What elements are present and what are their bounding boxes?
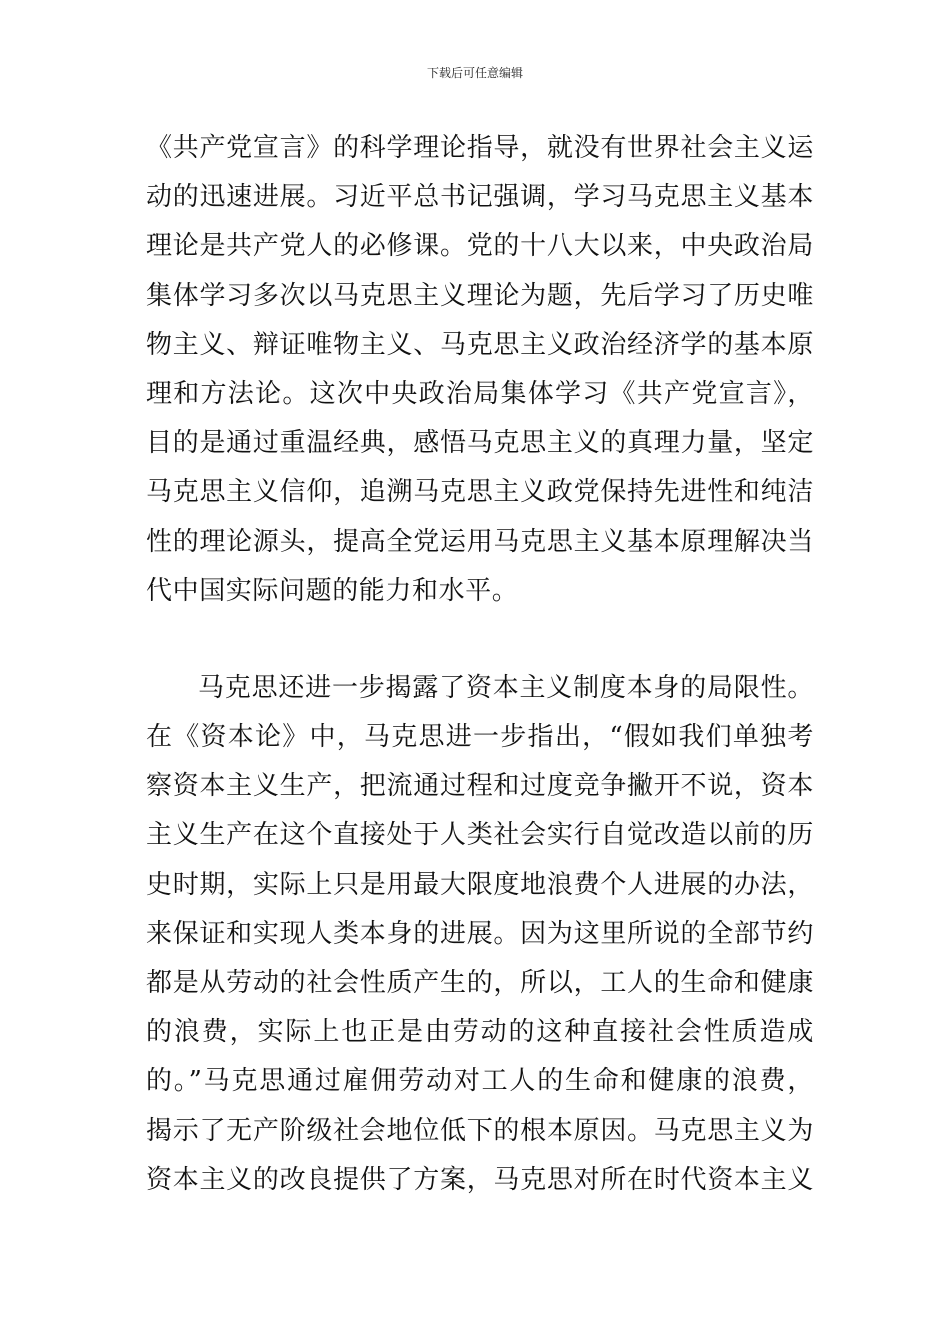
text-line: 理和方法论。这次中央政治局集体学习《共产党宣言》，	[146, 378, 814, 409]
text-line: 动的迅速进展。习近平总书记强调，学习马克思主义基本	[146, 182, 814, 213]
text-line: 目的是通过重温经典，感悟马克思主义的真理力量，坚定	[146, 428, 814, 459]
paragraph-2	[146, 664, 814, 1205]
text-line: 资本主义的改良提供了方案，马克思对所在时代资本主义	[146, 1164, 814, 1195]
text-line: 马克思主义信仰，追溯马克思主义政党保持先进性和纯洁	[146, 477, 814, 508]
text-line: 代中国实际问题的能力和水平。	[146, 575, 519, 606]
text-line: 集体学习多次以马克思主义理论为题，先后学习了历史唯	[146, 280, 814, 311]
text-line: 物主义、辩证唯物主义、马克思主义政治经济学的基本原	[146, 329, 814, 360]
text-line: 来保证和实现人类本身的进展。因为这里所说的全部节约	[146, 918, 814, 949]
text-line: 性的理论源头，提高全党运用马克思主义基本原理解决当	[146, 526, 814, 557]
text-line: 主义生产在这个直接处于人类社会实行自觉改造以前的历	[146, 820, 814, 851]
document-body	[146, 124, 814, 1205]
text-line: 揭示了无产阶级社会地位低下的根本原因。马克思主义为	[146, 1115, 814, 1146]
page-header-note: 下载后可任意编辑	[426, 66, 523, 80]
text-line: 理论是共产党人的必修课。党的十八大以来，中央政治局	[146, 231, 814, 262]
paragraph-spacer	[146, 616, 814, 664]
text-line: 史时期，实际上只是用最大限度地浪费个人进展的办法，	[146, 869, 814, 900]
text-line: 《共产党宣言》的科学理论指导，就没有世界社会主义运	[146, 133, 814, 163]
paragraph-1	[146, 124, 814, 616]
text-line: 的。”马克思通过雇佣劳动对工人的生命和健康的浪费，	[146, 1066, 814, 1097]
text-line: 马克思还进一步揭露了资本主义制度本身的局限性。	[198, 672, 814, 703]
text-line: 察资本主义生产，把流通过程和过度竞争撇开不说，资本	[146, 771, 814, 802]
text-line: 的浪费，实际上也正是由劳动的这种直接社会性质造成	[146, 1017, 814, 1048]
text-line: 都是从劳动的社会性质产生的，所以，工人的生命和健康	[146, 968, 814, 998]
text-line: 在《资本论》中，马克思进一步指出，“假如我们单独考	[146, 722, 814, 753]
